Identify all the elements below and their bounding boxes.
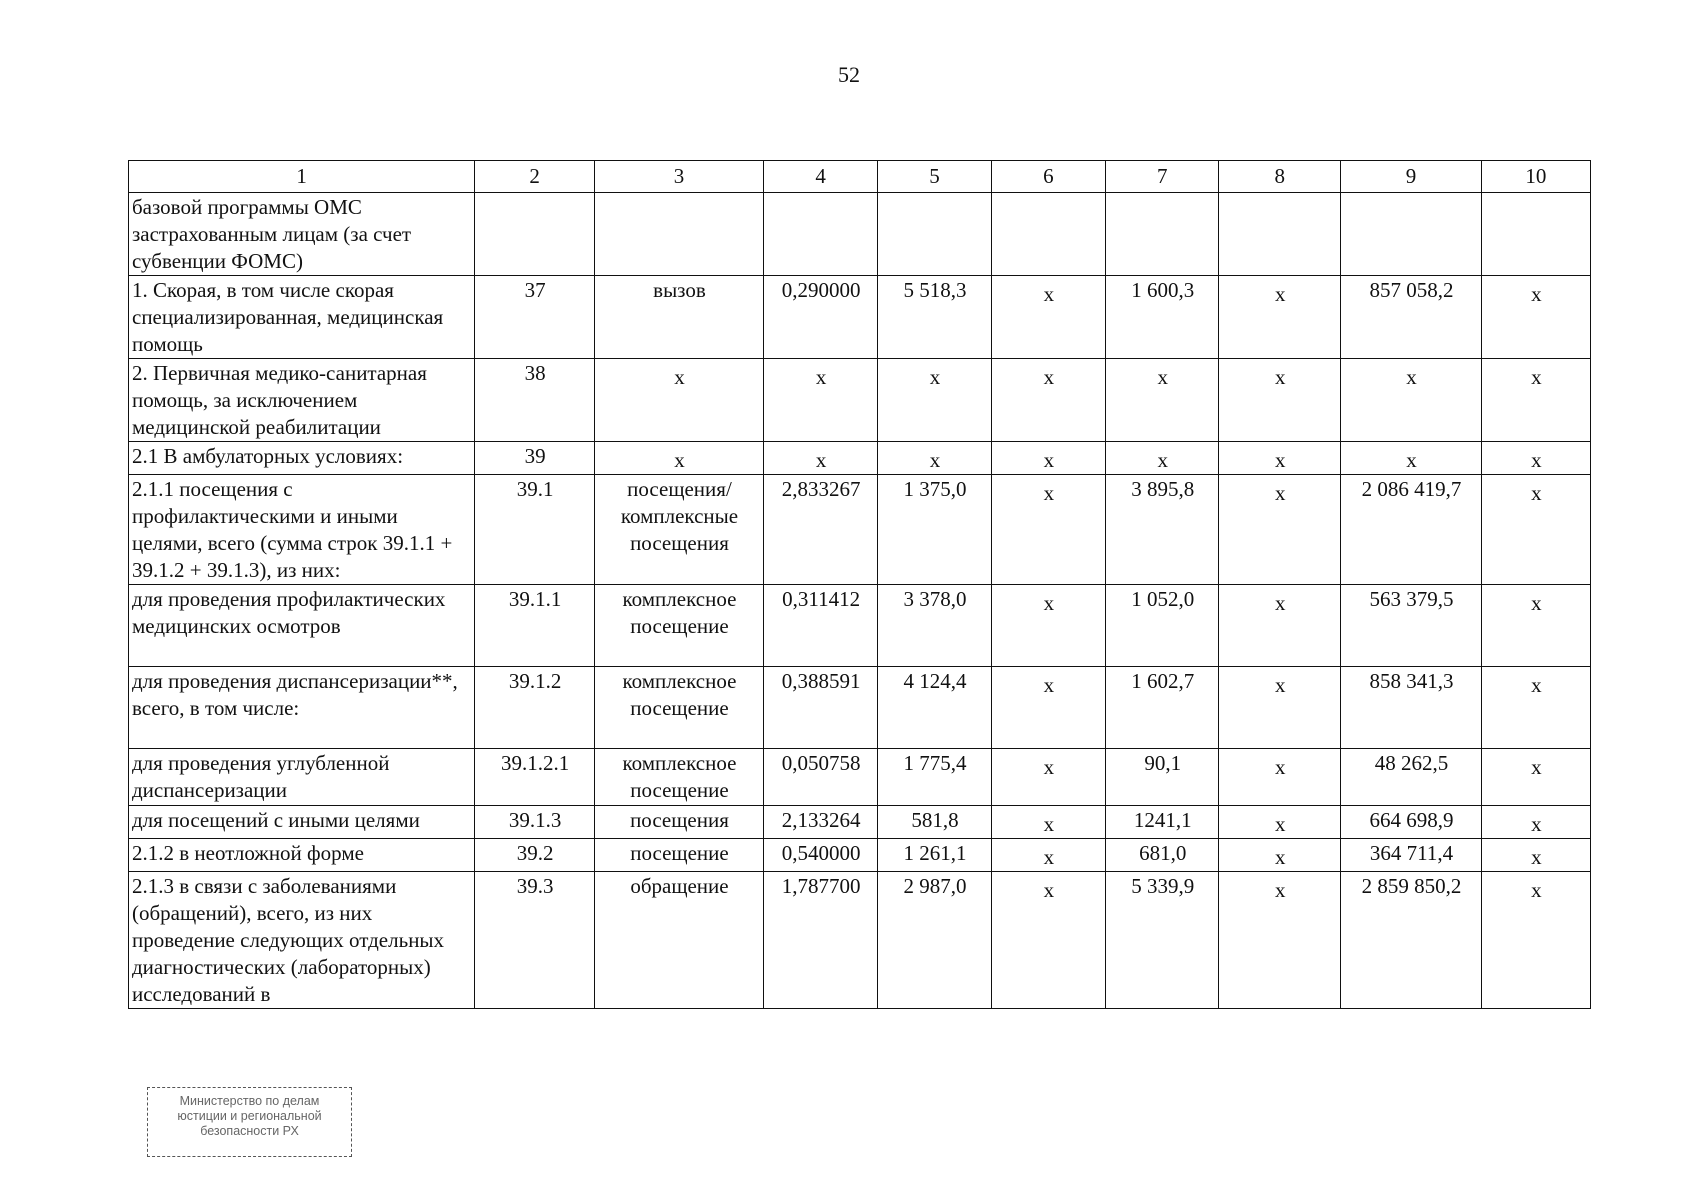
table-cell	[1341, 193, 1482, 276]
table-cell: х	[991, 667, 1105, 749]
table-cell: 858 341,3	[1341, 667, 1482, 749]
table-cell: х	[991, 276, 1105, 359]
table-cell: 0,540000	[763, 839, 877, 872]
table-cell: 1 375,0	[878, 475, 991, 585]
table-cell: 2,133264	[763, 806, 877, 839]
table-row	[129, 749, 1591, 806]
table-body	[129, 193, 1591, 1009]
table-cell: для проведения профилактических медицинских осмотров	[129, 585, 475, 667]
table-cell: х	[991, 359, 1105, 442]
table-cell: х	[1219, 839, 1341, 872]
table-cell: х	[1481, 839, 1590, 872]
table-cell: для посещений с иными целями	[129, 806, 475, 839]
table-cell: 563 379,5	[1341, 585, 1482, 667]
table-cell: х	[991, 806, 1105, 839]
table-cell: х	[1106, 359, 1219, 442]
table-cell: 39.1	[475, 475, 595, 585]
table-cell: посещение	[594, 839, 763, 872]
table-cell: х	[1219, 276, 1341, 359]
table-cell: х	[594, 359, 763, 442]
table-cell: 4 124,4	[878, 667, 991, 749]
table-cell: х	[1219, 806, 1341, 839]
table-cell: для проведения углубленной диспансеризации	[129, 749, 475, 806]
table-row	[129, 193, 1591, 276]
table-cell: базовой программы ОМС застрахованным лицам (за счет субвенции ФОМС)	[129, 193, 475, 276]
table-cell: комплексное посещение	[594, 667, 763, 749]
table-cell: 39	[475, 442, 595, 475]
table-cell	[475, 193, 595, 276]
data-table	[128, 160, 1591, 1009]
col-header: 3	[594, 161, 763, 193]
table-cell: х	[878, 359, 991, 442]
table-cell: 1 261,1	[878, 839, 991, 872]
table-cell: х	[1481, 585, 1590, 667]
table-cell: 2 086 419,7	[1341, 475, 1482, 585]
table-cell: 5 339,9	[1106, 872, 1219, 1009]
table-cell: 39.1.2	[475, 667, 595, 749]
page-number: 52	[838, 62, 860, 87]
table-cell: х	[1219, 872, 1341, 1009]
stamp-line: безопасности РХ	[200, 1124, 299, 1138]
table-cell: х	[1481, 359, 1590, 442]
table-cell: 681,0	[1106, 839, 1219, 872]
table-cell: 1 052,0	[1106, 585, 1219, 667]
table-cell: х	[1219, 359, 1341, 442]
stamp-line: юстиции и региональной	[177, 1109, 322, 1123]
col-header: 5	[878, 161, 991, 193]
table-cell: 1241,1	[1106, 806, 1219, 839]
table-cell: 3 895,8	[1106, 475, 1219, 585]
table-cell: 0,050758	[763, 749, 877, 806]
table-cell: 1 602,7	[1106, 667, 1219, 749]
table-cell: 39.1.2.1	[475, 749, 595, 806]
table-cell: 581,8	[878, 806, 991, 839]
table-cell: комплексное посещение	[594, 585, 763, 667]
col-header: 1	[129, 161, 475, 193]
table-cell: 2.1.3 в связи с заболеваниями (обращений), всего, из них проведение следующих отдельных диагностических (лабораторных) исследований в	[129, 872, 475, 1009]
table-cell: х	[1219, 749, 1341, 806]
table-cell: 90,1	[1106, 749, 1219, 806]
table-row	[129, 872, 1591, 1009]
table-cell: 3 378,0	[878, 585, 991, 667]
table-cell: 37	[475, 276, 595, 359]
table-cell: 39.3	[475, 872, 595, 1009]
table-cell: комплексное посещение	[594, 749, 763, 806]
table-cell: х	[1481, 475, 1590, 585]
table-cell: х	[991, 442, 1105, 475]
table-cell: 48 262,5	[1341, 749, 1482, 806]
table-cell: обращение	[594, 872, 763, 1009]
table-cell: 2.1.1 посещения с профилактическими и иными целями, всего (сумма строк 39.1.1 + 39.1.2 + 39.1.3), из них:	[129, 475, 475, 585]
table-cell: х	[763, 442, 877, 475]
col-header: 2	[475, 161, 595, 193]
table-cell	[594, 193, 763, 276]
table-cell: посещения	[594, 806, 763, 839]
table-cell: 1. Скорая, в том числе скорая специализированная, медицинская помощь	[129, 276, 475, 359]
table-cell: 0,290000	[763, 276, 877, 359]
table-cell: 39.2	[475, 839, 595, 872]
table-cell: 2.1 В амбулаторных условиях:	[129, 442, 475, 475]
table-row	[129, 839, 1591, 872]
table-row	[129, 359, 1591, 442]
table-cell: х	[1481, 442, 1590, 475]
table-cell: для проведения диспансеризации**, всего, в том числе:	[129, 667, 475, 749]
table-cell	[1481, 193, 1590, 276]
table-cell: х	[1219, 667, 1341, 749]
table-cell: х	[1219, 475, 1341, 585]
table-cell: х	[1341, 442, 1482, 475]
table-cell: 39.1.3	[475, 806, 595, 839]
table-cell: 2. Первичная медико-санитарная помощь, за исключением медицинской реабилитации	[129, 359, 475, 442]
table-cell: 1 775,4	[878, 749, 991, 806]
table-cell: 2.1.2 в неотложной форме	[129, 839, 475, 872]
table-cell: 2 987,0	[878, 872, 991, 1009]
table-cell	[1106, 193, 1219, 276]
col-header: 8	[1219, 161, 1341, 193]
table-cell: х	[1481, 749, 1590, 806]
table-cell: 364 711,4	[1341, 839, 1482, 872]
table-cell: х	[991, 749, 1105, 806]
table-cell: 0,388591	[763, 667, 877, 749]
table-cell: 0,311412	[763, 585, 877, 667]
table-cell: 38	[475, 359, 595, 442]
table-cell: х	[1106, 442, 1219, 475]
col-header: 7	[1106, 161, 1219, 193]
table-row	[129, 806, 1591, 839]
table-cell: х	[594, 442, 763, 475]
table-cell: х	[991, 585, 1105, 667]
table-cell: х	[763, 359, 877, 442]
ministry-stamp	[147, 1087, 352, 1157]
table-row	[129, 585, 1591, 667]
table-cell	[878, 193, 991, 276]
table-cell: х	[1481, 667, 1590, 749]
table-cell	[1219, 193, 1341, 276]
table-cell: х	[1219, 442, 1341, 475]
table-row	[129, 276, 1591, 359]
table-cell	[991, 193, 1105, 276]
table-cell: 857 058,2	[1341, 276, 1482, 359]
table-cell: 1,787700	[763, 872, 877, 1009]
table-cell: 664 698,9	[1341, 806, 1482, 839]
stamp-line: Министерство по делам	[179, 1094, 320, 1108]
table-cell: х	[1481, 276, 1590, 359]
table-cell: 2 859 850,2	[1341, 872, 1482, 1009]
col-header: 9	[1341, 161, 1482, 193]
table-cell: 1 600,3	[1106, 276, 1219, 359]
table-cell: х	[991, 872, 1105, 1009]
table-cell: х	[1481, 872, 1590, 1009]
table-cell: 5 518,3	[878, 276, 991, 359]
table-cell: х	[878, 442, 991, 475]
table-cell	[763, 193, 877, 276]
table-cell: 2,833267	[763, 475, 877, 585]
table-cell: х	[1341, 359, 1482, 442]
table-cell: х	[1219, 585, 1341, 667]
table-row	[129, 475, 1591, 585]
table-row	[129, 667, 1591, 749]
table-cell: вызов	[594, 276, 763, 359]
table-cell: х	[991, 475, 1105, 585]
table-cell: х	[1481, 806, 1590, 839]
col-header: 4	[763, 161, 877, 193]
header-row	[129, 161, 1591, 193]
table-cell: посещения/ комплексные посещения	[594, 475, 763, 585]
table-cell: х	[991, 839, 1105, 872]
table-cell: 39.1.1	[475, 585, 595, 667]
col-header: 6	[991, 161, 1105, 193]
table-row	[129, 442, 1591, 475]
col-header: 10	[1481, 161, 1590, 193]
